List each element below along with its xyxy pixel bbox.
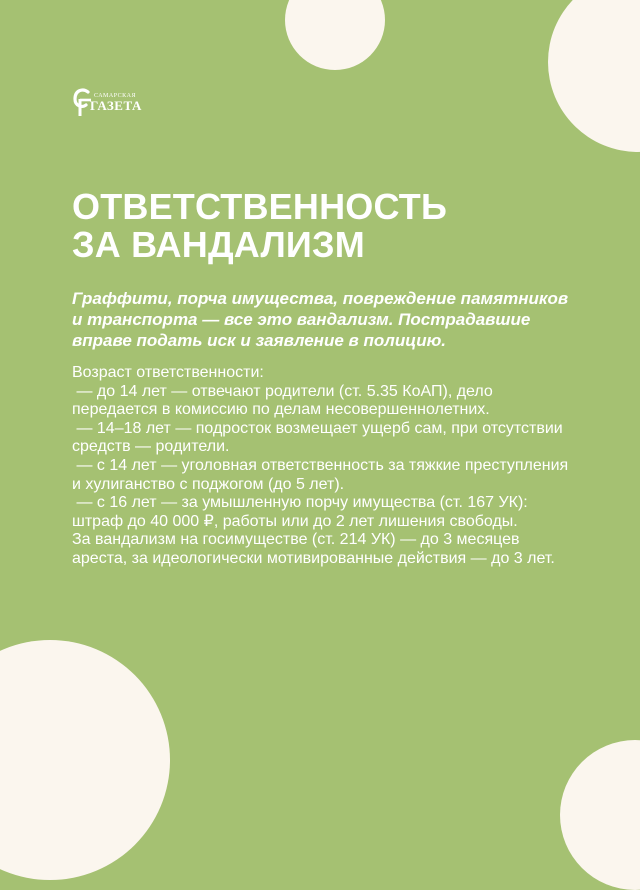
brand-logo xyxy=(72,86,142,118)
logo-text-small: САМАРСКАЯ xyxy=(94,92,136,99)
logo-mark-icon xyxy=(72,87,94,117)
logo-text-big: ГАЗЕТА xyxy=(90,97,142,113)
list-item: — с 14 лет — уголовная ответственность за тяжкие преступления и хулиганство с поджогом (до 5 лет). xyxy=(72,456,573,493)
decor-circle-bottom-left xyxy=(0,640,170,880)
list-item: — до 14 лет — отвечают родители (ст. 5.35 КоАП), дело передается в комиссию по делам несовершеннолетних. xyxy=(72,382,498,419)
title-line-1: ОТВЕТСТВЕННОСТЬ xyxy=(72,186,448,227)
decor-circle-bottom-right xyxy=(560,740,640,890)
list-item: — 14–18 лет — подросток возмещает ущерб сам, при отсутствии средств — родители. xyxy=(72,419,568,456)
decor-circle-top-right xyxy=(548,0,640,152)
body-heading: Возраст ответственности: xyxy=(72,364,264,381)
lead-paragraph: Граффити, порча имущества, повреждение памятников и транспорта — все это вандализм. Пострадавшие вправе подать иск и заявление в полицию. xyxy=(72,289,569,350)
page-title xyxy=(72,188,447,264)
decor-circle-top xyxy=(285,0,385,70)
body-footer: За вандализм на госимуществе (ст. 214 УК) — до 3 месяцев ареста, за идеологически мотивированные действия — до 3 лет. xyxy=(72,531,555,567)
list-item: — с 16 лет — за умышленную порчу имущества (ст. 167 УК): штраф до 40 000 ₽, работы или до 2 лет лишения свободы. xyxy=(72,494,533,530)
body-text xyxy=(72,364,572,569)
title-line-2: ЗА ВАНДАЛИЗМ xyxy=(72,224,365,265)
